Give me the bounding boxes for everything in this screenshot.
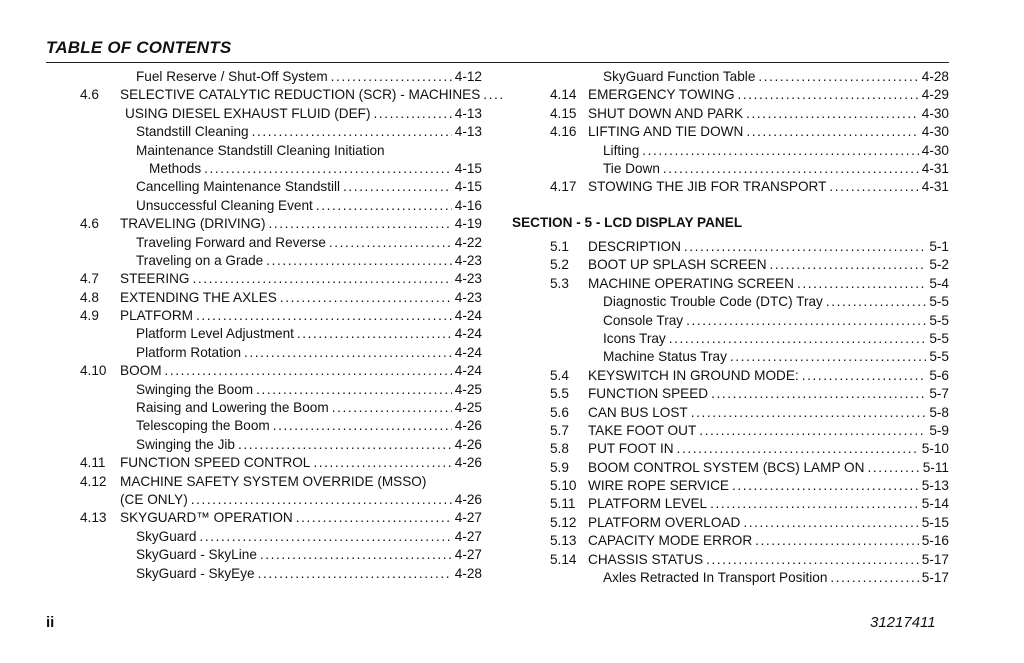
toc-entry-label: Tie Down [603,160,660,176]
toc-entry-number: 4.14 [550,87,577,103]
dot-leader [699,422,926,440]
toc-entry-page: 4-26 [454,418,482,434]
toc-entry-page: 4-30 [921,142,949,158]
toc-entry-label: DESCRIPTION [588,239,681,254]
toc-entry-page: 4-28 [921,69,949,84]
toc-entry[interactable] [80,491,482,509]
toc-right-column-bottom [512,238,949,587]
toc-entry-label: SkyGuard - SkyEye [136,565,255,581]
dot-leader [165,362,452,380]
toc-entry-label: Axles Retracted In Transport Position [603,570,828,586]
dot-leader [867,459,919,477]
dot-leader [711,385,926,403]
toc-entry[interactable] [512,312,949,330]
toc-entry-page: 5-10 [921,441,949,457]
toc-entry-label: USING DIESEL EXHAUST FLUID (DEF) [125,105,371,121]
toc-entry-number: 4.9 [80,308,99,324]
toc-entry[interactable] [80,362,482,380]
toc-entry-label: FUNCTION SPEED [588,386,709,402]
toc-entry-label: Platform Rotation [136,344,242,360]
toc-entry-page: 5-17 [921,570,949,586]
toc-entry-page: 5-5 [929,330,949,346]
toc-entry[interactable] [80,86,482,104]
dot-leader [755,532,919,550]
toc-entry[interactable] [80,68,482,86]
toc-entry[interactable] [512,123,949,141]
toc-entry-page: 4-31 [921,179,949,195]
toc-entry-label: Unsuccessful Cleaning Event [136,197,313,213]
toc-entry-number: 5.1 [550,239,569,254]
toc-entry-number: 4.7 [80,271,99,287]
toc-entry[interactable] [80,160,482,178]
toc-entry[interactable] [512,551,949,569]
toc-entry[interactable] [80,105,482,123]
toc-entry-page: 5-5 [929,312,949,328]
toc-entry[interactable] [80,252,482,270]
toc-entry-number: 5.3 [550,275,569,291]
dot-leader [193,270,452,288]
toc-entry-label: STOWING THE JIB FOR TRANSPORT [588,179,827,195]
toc-entry-number: 5.2 [550,257,569,273]
dot-leader [684,238,926,256]
toc-entry[interactable] [512,178,949,196]
toc-entry[interactable] [512,514,949,532]
toc-entry[interactable] [80,454,482,472]
toc-entry-label: SkyGuard [136,528,197,544]
toc-entry-page: 5-6 [929,367,949,383]
dot-leader [204,160,452,178]
toc-entry-page: 4-19 [454,216,482,232]
page-title: TABLE OF CONTENTS [46,38,232,57]
toc-entry[interactable] [512,86,949,104]
toc-entry-page: 5-2 [929,257,949,273]
toc-entry-label: Fuel Reserve / Shut-Off System [136,69,328,84]
toc-entry[interactable] [80,509,482,527]
toc-entry-number: 4.13 [80,510,107,526]
toc-entry-label: Cancelling Maintenance Standstill [136,179,341,195]
toc-entry-number: 5.7 [550,422,569,438]
toc-entry-label: TRAVELING (DRIVING) [120,216,266,232]
toc-entry[interactable] [512,142,949,160]
toc-entry-page: 4-15 [454,160,482,176]
toc-entry-label: MACHINE SAFETY SYSTEM OVERRIDE (MSSO) [120,473,427,489]
toc-entry-number: 5.10 [550,478,577,494]
dot-leader [244,344,452,362]
dot-leader [256,381,452,399]
toc-entry-label: LIFTING AND TIE DOWN [588,124,744,140]
toc-entry[interactable] [80,399,482,417]
dot-leader [331,68,452,86]
toc-entry-number: 5.9 [550,459,569,475]
toc-entry[interactable] [512,68,949,86]
toc-entry[interactable] [512,367,949,385]
dot-leader [746,123,918,141]
toc-entry-number: 4.15 [550,105,577,121]
toc-entry-label: EXTENDING THE AXLES [120,289,277,305]
toc-entry-label: SELECTIVE CATALYTIC REDUCTION (SCR) - MACHINES [120,87,481,103]
toc-entry-page: 4-28 [454,565,482,581]
toc-entry[interactable] [80,528,482,546]
dot-leader [273,417,452,435]
toc-entry-label: Machine Status Tray [603,349,727,365]
dot-leader [373,105,451,123]
toc-entry[interactable] [512,459,949,477]
dot-leader [738,86,919,104]
toc-entry[interactable] [512,348,949,366]
toc-entry-label: WIRE ROPE SERVICE [588,478,730,494]
dot-leader [830,569,918,587]
toc-entry-label: Swinging the Boom [136,381,254,397]
footer-doc-number: 31217411 [870,614,936,631]
toc-entry[interactable] [80,234,482,252]
toc-entry-number: 5.11 [550,496,576,512]
dot-leader [252,123,452,141]
toc-entry-page: 5-16 [921,533,949,549]
toc-entry-number: 4.12 [80,473,107,489]
toc-entry-label: Diagnostic Trouble Code (DTC) Tray [603,294,823,310]
toc-entry-page: 4-31 [921,160,949,176]
toc-entry-label: EMERGENCY TOWING [588,87,735,103]
toc-entry-label: BOOM [120,363,162,379]
toc-entry-label: CAN BUS LOST [588,404,688,420]
toc-entry-label: BOOT UP SPLASH SCREEN [588,257,767,273]
toc-entry[interactable] [512,256,949,274]
toc-entry[interactable] [80,270,482,288]
dot-leader [297,325,452,343]
dot-leader [746,105,919,123]
toc-entry-label: TAKE FOOT OUT [588,422,697,438]
toc-entry[interactable] [512,440,949,458]
toc-entry-page: 4-12 [454,69,482,84]
dot-leader [191,491,452,509]
dot-leader [343,178,452,196]
toc-entry-page: 4-13 [454,105,482,121]
toc-entry-page: 4-25 [454,400,482,416]
toc-entry-label: SKYGUARD™ OPERATION [120,510,293,526]
toc-entry-page: 4-15 [454,179,482,195]
toc-entry-page: 5-8 [929,404,949,420]
toc-entry-number: 4.17 [550,179,577,195]
toc-entry[interactable] [80,417,482,435]
toc-entry-label: Platform Level Adjustment [136,326,294,342]
toc-entry[interactable] [80,565,482,583]
dot-leader [797,275,926,293]
toc-entry-label: Lifting [603,142,640,158]
toc-entry-label: SkyGuard Function Table [603,69,756,84]
toc-entry-page: 5-9 [929,422,949,438]
dot-leader [483,86,505,104]
toc-entry-label: Icons Tray [603,330,666,346]
toc-entry-label: Raising and Lowering the Boom [136,400,329,416]
header-rule [46,62,949,63]
dot-leader [743,514,918,532]
toc-entry-page: 5-15 [921,514,949,530]
toc-entry-page: 4-23 [454,289,482,305]
dot-leader [313,454,451,472]
toc-entry-number: 5.6 [550,404,569,420]
toc-entry-page: 4-27 [454,547,482,563]
toc-entry-page: 4-30 [921,124,949,140]
dot-leader [730,348,926,366]
toc-entry-page: 5-17 [921,551,949,567]
dot-leader [802,367,927,385]
dot-leader [663,160,919,178]
footer-page-number: ii [46,614,55,631]
toc-entry-number: 5.14 [550,551,577,567]
toc-entry-page: 4-13 [454,124,482,140]
toc-entry[interactable] [512,569,949,587]
toc-entry-label: MACHINE OPERATING SCREEN [588,275,794,291]
toc-entry[interactable] [80,344,482,362]
toc-entry[interactable] [80,381,482,399]
toc-entry-label: FUNCTION SPEED CONTROL [120,455,311,471]
dot-leader [266,252,452,270]
toc-entry-page: 4-27 [454,510,482,526]
toc-entry-page: 5-5 [929,349,949,365]
toc-entry[interactable] [512,532,949,550]
dot-leader [829,178,918,196]
toc-entry-page: 5-11 [922,459,949,475]
toc-entry[interactable] [80,123,482,141]
toc-entry-page: 4-27 [454,528,482,544]
toc-entry-label: Standstill Cleaning [136,124,249,140]
toc-entry[interactable] [80,178,482,196]
toc-entry-number: 5.12 [550,514,577,530]
toc-entry-number: 5.13 [550,533,577,549]
toc-entry-number: 4.8 [80,289,99,305]
toc-entry-page: 4-23 [454,252,482,268]
toc-entry-label: STEERING [120,271,190,287]
toc-entry-page: 4-24 [454,308,482,324]
section-5-heading: SECTION - 5 - LCD DISPLAY PANEL [512,215,743,230]
toc-entry-number: 4.11 [80,455,106,471]
toc-entry-label: CAPACITY MODE ERROR [588,533,753,549]
toc-left-column [80,68,482,583]
toc-right-column-top [512,68,949,197]
dot-leader [710,495,919,513]
dot-leader [642,142,919,160]
toc-entry-page: 4-23 [454,271,482,287]
dot-leader [677,440,919,458]
toc-entry[interactable] [512,330,949,348]
toc-entry-label: PLATFORM [120,308,194,324]
dot-leader [329,234,452,252]
dot-leader [238,436,452,454]
toc-entry-label: Traveling on a Grade [136,252,264,268]
toc-entry-page: 4-29 [921,87,949,103]
dot-leader [280,289,452,307]
toc-entry-label: (CE ONLY) [120,491,188,507]
dot-leader [332,399,452,417]
toc-entry-label: Console Tray [603,312,684,328]
toc-entry-page: 4-24 [454,344,482,360]
toc-entry[interactable] [80,436,482,454]
toc-entry[interactable] [512,477,949,495]
toc-entry[interactable] [80,546,482,564]
dot-leader [196,307,452,325]
dot-leader [706,551,919,569]
dot-leader [770,256,927,274]
toc-entry[interactable] [512,105,949,123]
toc-entry-label: SHUT DOWN AND PARK [588,105,744,121]
toc-entry-label: Telescoping the Boom [136,418,270,434]
toc-entry-label: CHASSIS STATUS [588,551,704,567]
toc-entry-page: 5-14 [921,496,949,512]
dot-leader [260,546,452,564]
toc-entry-page: 4-22 [454,234,482,250]
dot-leader [258,565,452,583]
toc-entry-number: 4.10 [80,363,107,379]
dot-leader [269,215,452,233]
dot-leader [199,528,451,546]
toc-entry-page: 4-26 [454,436,482,452]
toc-entry-label: PUT FOOT IN [588,441,674,457]
toc-entry-page: 5-5 [929,294,949,310]
toc-entry[interactable] [512,160,949,178]
toc-entry-label: BOOM CONTROL SYSTEM (BCS) LAMP ON [588,459,865,475]
toc-entry-number: 5.4 [550,367,569,383]
toc-entry-number: 5.8 [550,441,569,457]
toc-entry[interactable] [512,293,949,311]
toc-entry-page: 4-16 [454,197,482,213]
toc-entry-number: 4.6 [80,87,99,103]
toc-entry-label: KEYSWITCH IN GROUND MODE: [588,367,799,383]
toc-entry[interactable] [512,422,949,440]
toc-entry[interactable] [80,142,482,160]
toc-entry-page: 4-25 [454,381,482,397]
dot-leader [316,197,452,215]
toc-entry-page: 5-13 [921,478,949,494]
toc-entry[interactable] [512,495,949,513]
toc-entry-label: SkyGuard - SkyLine [136,547,257,563]
toc-entry[interactable] [80,473,482,491]
toc-entry-page: 4-30 [921,105,949,121]
toc-entry-page: 4-24 [454,326,482,342]
dot-leader [826,293,927,311]
toc-entry[interactable] [512,404,949,422]
toc-entry-label: Swinging the Jib [136,436,235,452]
toc-entry-number: 5.5 [550,386,569,402]
toc-entry-page: 5-7 [929,386,949,402]
dot-leader [686,312,926,330]
toc-entry-label: Methods [149,160,202,176]
toc-entry-page: 5-1 [929,239,949,254]
dot-leader [758,68,918,86]
toc-entry[interactable] [80,289,482,307]
toc-entry-label: PLATFORM LEVEL [588,496,708,512]
toc-entry[interactable] [512,385,949,403]
toc-entry-page: 4-26 [454,455,482,471]
dot-leader [691,404,927,422]
dot-leader [669,330,927,348]
toc-entry-page: 4-26 [454,491,482,507]
toc-entry-page: 5-4 [929,275,949,291]
toc-entry-number: 4.6 [80,216,99,232]
toc-entry[interactable] [512,275,949,293]
dot-leader [296,509,452,527]
toc-entry[interactable] [80,325,482,343]
toc-entry-number: 4.16 [550,124,577,140]
toc-entry[interactable] [80,307,482,325]
toc-entry[interactable] [512,238,949,256]
toc-entry-label: PLATFORM OVERLOAD [588,514,741,530]
toc-entry[interactable] [80,215,482,233]
dot-leader [732,477,919,495]
toc-entry-label: Traveling Forward and Reverse [136,234,326,250]
toc-entry[interactable] [80,197,482,215]
toc-entry-page: 4-24 [454,363,482,379]
toc-entry-label: Maintenance Standstill Cleaning Initiation [136,142,385,158]
